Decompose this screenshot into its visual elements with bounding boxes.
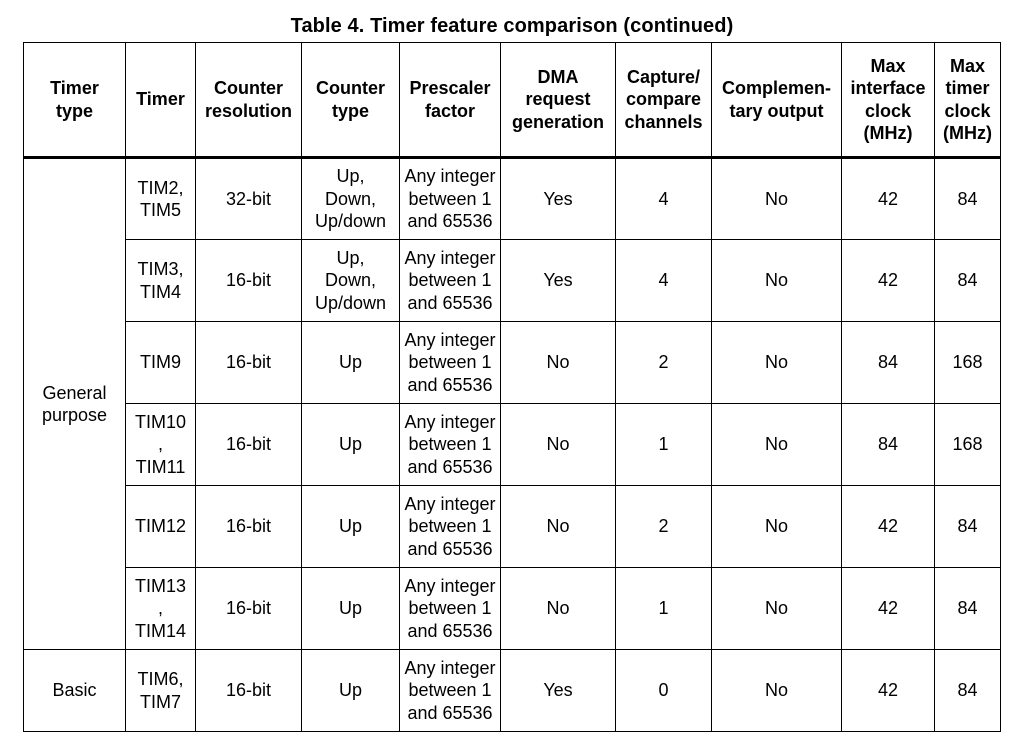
- cell-max-interface-clock: 42: [842, 158, 935, 240]
- cell-timer: TIM9: [126, 322, 196, 404]
- table-row: [24, 486, 1001, 568]
- cell-max-interface-clock: 42: [842, 650, 935, 732]
- cell-capture-compare: 4: [616, 240, 712, 322]
- cell-prescaler-factor: Any integer between 1 and 65536: [400, 568, 501, 650]
- cell-counter-resolution: 16-bit: [196, 568, 302, 650]
- cell-timer: TIM10 , TIM11: [126, 404, 196, 486]
- cell-max-timer-clock: 84: [935, 650, 1001, 732]
- cell-dma-request: Yes: [501, 158, 616, 240]
- cell-max-interface-clock: 42: [842, 240, 935, 322]
- cell-counter-resolution: 16-bit: [196, 404, 302, 486]
- cell-dma-request: No: [501, 404, 616, 486]
- header-complementary-output: Complemen- tary output: [712, 43, 842, 158]
- cell-max-interface-clock: 42: [842, 568, 935, 650]
- header-counter-type: Counter type: [302, 43, 400, 158]
- cell-counter-resolution: 32-bit: [196, 158, 302, 240]
- cell-max-interface-clock: 42: [842, 486, 935, 568]
- cell-counter-type: Up: [302, 404, 400, 486]
- cell-capture-compare: 1: [616, 404, 712, 486]
- cell-timer: TIM2, TIM5: [126, 158, 196, 240]
- cell-counter-type: Up: [302, 486, 400, 568]
- cell-counter-resolution: 16-bit: [196, 240, 302, 322]
- cell-capture-compare: 2: [616, 322, 712, 404]
- cell-max-timer-clock: 84: [935, 240, 1001, 322]
- cell-dma-request: No: [501, 568, 616, 650]
- header-max-timer-clock: Max timer clock (MHz): [935, 43, 1001, 158]
- cell-max-timer-clock: 84: [935, 486, 1001, 568]
- cell-counter-resolution: 16-bit: [196, 650, 302, 732]
- cell-prescaler-factor: Any integer between 1 and 65536: [400, 158, 501, 240]
- table-row: [24, 404, 1001, 486]
- cell-capture-compare: 2: [616, 486, 712, 568]
- cell-complementary-output: No: [712, 158, 842, 240]
- cell-counter-type: Up, Down, Up/down: [302, 158, 400, 240]
- group-basic: Basic: [24, 650, 126, 732]
- cell-complementary-output: No: [712, 650, 842, 732]
- cell-complementary-output: No: [712, 486, 842, 568]
- cell-dma-request: Yes: [501, 240, 616, 322]
- cell-complementary-output: No: [712, 568, 842, 650]
- cell-dma-request: Yes: [501, 650, 616, 732]
- cell-counter-type: Up: [302, 322, 400, 404]
- table-row: [24, 322, 1001, 404]
- cell-max-timer-clock: 168: [935, 404, 1001, 486]
- table-caption: Table 4. Timer feature comparison (continued): [290, 15, 734, 37]
- cell-max-interface-clock: 84: [842, 322, 935, 404]
- header-max-interface-clock: Max interface clock (MHz): [842, 43, 935, 158]
- cell-max-timer-clock: 84: [935, 568, 1001, 650]
- cell-complementary-output: No: [712, 240, 842, 322]
- cell-prescaler-factor: Any integer between 1 and 65536: [400, 404, 501, 486]
- cell-counter-resolution: 16-bit: [196, 486, 302, 568]
- header-dma-request: DMA request generation: [501, 43, 616, 158]
- cell-dma-request: No: [501, 486, 616, 568]
- cell-max-timer-clock: 84: [935, 158, 1001, 240]
- cell-complementary-output: No: [712, 404, 842, 486]
- header-capture-compare: Capture/ compare channels: [616, 43, 712, 158]
- header-timer-type: Timer type: [24, 43, 126, 158]
- cell-counter-type: Up, Down, Up/down: [302, 240, 400, 322]
- cell-prescaler-factor: Any integer between 1 and 65536: [400, 322, 501, 404]
- cell-capture-compare: 0: [616, 650, 712, 732]
- table-row: [24, 650, 1001, 732]
- cell-max-timer-clock: 168: [935, 322, 1001, 404]
- cell-timer: TIM6, TIM7: [126, 650, 196, 732]
- cell-counter-resolution: 16-bit: [196, 322, 302, 404]
- table-row: [24, 240, 1001, 322]
- cell-complementary-output: No: [712, 322, 842, 404]
- cell-prescaler-factor: Any integer between 1 and 65536: [400, 240, 501, 322]
- cell-counter-type: Up: [302, 568, 400, 650]
- header-prescaler-factor: Prescaler factor: [400, 43, 501, 158]
- cell-prescaler-factor: Any integer between 1 and 65536: [400, 650, 501, 732]
- cell-counter-type: Up: [302, 650, 400, 732]
- group-general-purpose: General purpose: [24, 158, 126, 650]
- cell-capture-compare: 4: [616, 158, 712, 240]
- cell-capture-compare: 1: [616, 568, 712, 650]
- header-counter-resolution: Counter resolution: [196, 43, 302, 158]
- cell-timer: TIM3, TIM4: [126, 240, 196, 322]
- cell-max-interface-clock: 84: [842, 404, 935, 486]
- cell-timer: TIM12: [126, 486, 196, 568]
- cell-timer: TIM13 , TIM14: [126, 568, 196, 650]
- table-row: [24, 158, 1001, 240]
- header-timer: Timer: [126, 43, 196, 158]
- header-row: [24, 43, 1001, 158]
- cell-dma-request: No: [501, 322, 616, 404]
- timer-comparison-table: [23, 42, 1001, 732]
- table-row: [24, 568, 1001, 650]
- cell-prescaler-factor: Any integer between 1 and 65536: [400, 486, 501, 568]
